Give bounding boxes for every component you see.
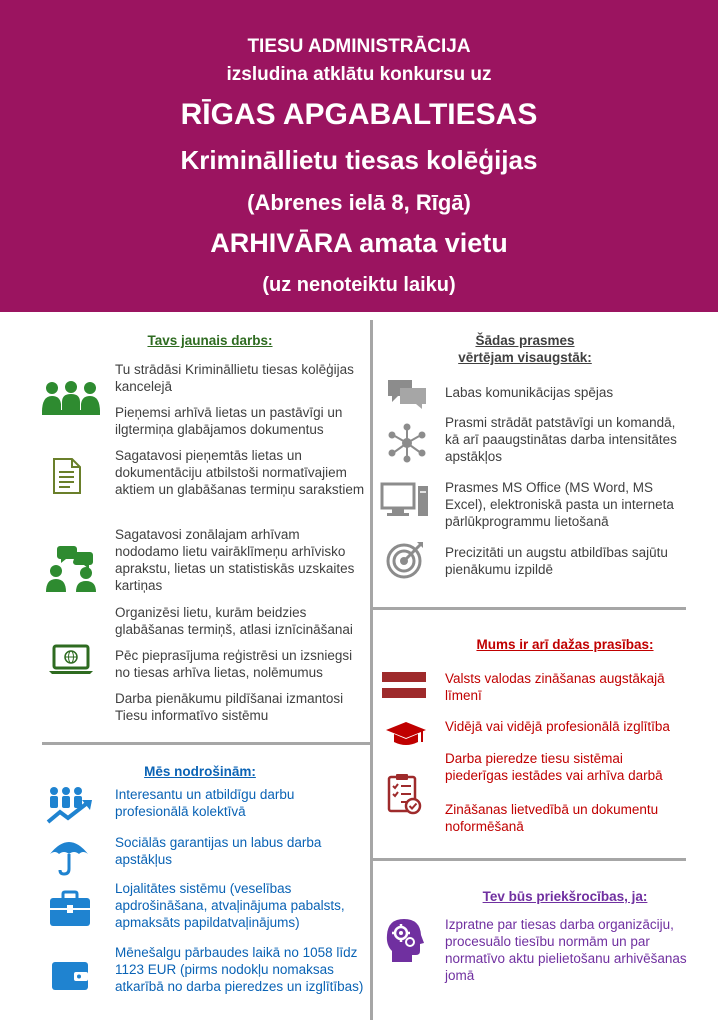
growth-team-icon	[44, 786, 94, 826]
benefit-item: Lojalitātes sistēmu (veselības apdrošināšana, atvaļinājuma pabalsts, apmaksāts papildatvaļinājums)	[115, 881, 345, 930]
head-gears-icon	[384, 917, 424, 963]
wallet-icon	[50, 958, 90, 992]
laptop-globe-icon	[48, 644, 94, 676]
graduation-cap-icon	[384, 720, 428, 750]
skill-item: Prasmes MS Office (MS Word, MS Excel), elektroniskā pasta un interneta pārlūkprogrammu lietošanā	[445, 480, 674, 529]
address: (Abrenes ielā 8, Rīgā)	[247, 190, 471, 215]
skill-item: Precizitāti un augstu atbildības sajūtu pienākumu izpildē	[445, 545, 668, 577]
divider-skills-requirements	[373, 607, 686, 610]
skills-heading-line1: Šādas prasmes	[475, 333, 575, 348]
requirement-item: Darba pieredze tiesu sistēmai piederīgas iestādes vai arhīva darbā	[445, 751, 663, 783]
document-icon	[52, 457, 82, 495]
column-divider	[370, 320, 373, 1020]
skill-item: Labas komunikācijas spējas	[445, 385, 614, 400]
chat-bubbles-icon	[386, 378, 428, 410]
job-item: Tu strādāsi Krimināllietu tiesas kolēģijas kancelejā	[115, 362, 354, 394]
benefits-heading: Mēs nodrošinām:	[144, 764, 256, 779]
people-chat-icon	[44, 544, 100, 594]
job-heading: Tavs jaunais darbs:	[147, 333, 273, 348]
divider-job-benefits	[42, 742, 370, 745]
skill-item: Prasmi strādāt patstāvīgi un komandā, kā arī paaugstinātas darba intensitātes apstākļos	[445, 415, 677, 464]
job-item: Sagatavosi pieņemtās lietas un dokumentāciju atbilstoši normatīvajiem aktiem un glabāšanas termiņu sarakstiem	[115, 448, 365, 497]
job-item: Organizēsi lietu, kurām beidzies glabāšanas termiņš, atlasi iznīcināšanai	[115, 605, 353, 637]
requirement-item: Zināšanas lietvedībā un dokumentu noformēšanā	[445, 802, 659, 834]
organization-name: TIESU ADMINISTRĀCIJA	[247, 36, 471, 57]
term-note: (uz nenoteiktu laiku)	[262, 274, 456, 296]
benefit-item: Mēnešalgu pārbaudes laikā no 1058 līdz 1123 EUR (pirms nodokļu nomaksas atkarībā no darba pieredzes un izglītības)	[115, 945, 364, 994]
advantage-heading: Tev būs priekšrocības, ja:	[482, 889, 648, 904]
job-item: Pēc pieprasījuma reģistrēsi un izsniegsi no tiesas arhīva lietas, nolēmumus	[115, 648, 353, 680]
job-item: Sagatavosi zonālajam arhīvam nododamo lietu vairāklīmeņu arhīvisko aprakstu, lietas un statistiskās uzskaites kartiņas	[115, 527, 355, 593]
computer-icon	[380, 482, 430, 518]
umbrella-icon	[48, 836, 90, 876]
department-name: Krimināllietu tiesas kolēģijas	[180, 145, 538, 175]
requirement-item: Vidējā vai vidējā profesionālā izglītība	[445, 719, 670, 734]
job-item: Pieņemsi arhīvā lietas un pastāvīgi un ilgtermiņa glabājamos dokumentus	[115, 405, 343, 437]
network-icon	[388, 423, 426, 463]
court-name: RĪGAS APGABALTIESAS	[180, 98, 538, 131]
target-icon	[385, 540, 425, 580]
checklist-icon	[387, 772, 423, 816]
skills-heading-line2: vērtējam visaugstāk:	[458, 350, 592, 365]
announcement-text: izsludina atklātu konkursu uz	[226, 64, 492, 85]
advantage-item: Izpratne par tiesas darba organizāciju, procesuālo tiesību normām un par normatīvo aktu pielietošanu arhivēšanas jomā	[445, 917, 687, 983]
latvian-flag-icon	[382, 672, 426, 698]
requirement-item: Valsts valodas zināšanas augstākajā līmenī	[445, 671, 665, 703]
requirements-heading: Mums ir arī dažas prasības:	[476, 637, 654, 652]
job-item: Darba pienākumu pildīšanai izmantosi Tiesu informatīvo sistēmu	[115, 691, 344, 723]
position-title: ARHIVĀRA amata vietu	[210, 228, 508, 258]
benefit-item: Interesantu un atbildīgu darbu profesionālā kolektīvā	[115, 787, 295, 819]
team-icon	[40, 380, 102, 416]
benefit-item: Sociālās garantijas un labus darba apstākļus	[115, 835, 322, 867]
header-banner	[0, 0, 718, 312]
briefcase-icon	[48, 890, 92, 928]
divider-requirements-advantage	[373, 858, 686, 861]
